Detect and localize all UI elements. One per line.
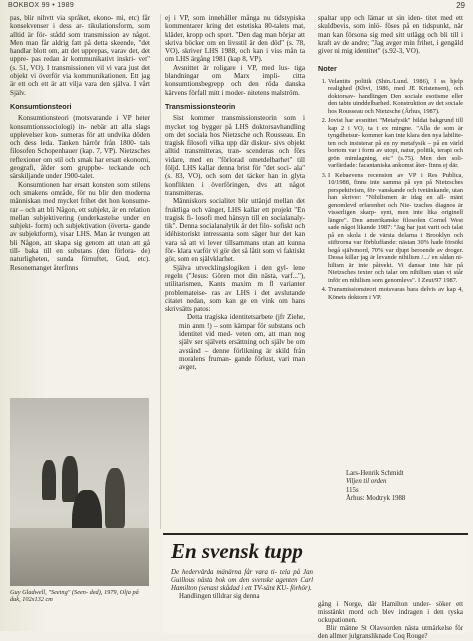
paragraph: Själva utvecklingslogiken i den gyl- lene regeln ("Jesus: Gören mot din nästa, varf..."), utilitarismen, Kants maxim m fl varianter problemateise- ras av LHS i det avslutande citatet nedan, som kan ge en vink om hans skrivsätts patos: (165, 263, 305, 314)
notes-heading: Noter (318, 64, 337, 74)
running-header: BOKBOX 99 • 1989 (8, 2, 75, 9)
section-heading: Transmissionsteorin (165, 101, 236, 111)
paragraph: Sist kommer transmissionsteorin som i mycket tog bygger på LHS doktorsavhandling om det sociala hos Nietzsche och Rousseau. En tragisk filosofi vilka upp där diskur- sivs objekt alltid transmitteras, tran- scenderas och förs vidare, med en "förlorad ometdelbarhet" till följd. LHS kallar denna brist för "det soci- ala" (s. 83, VO), och som det täcker han in glyta konflikten i överföringen, dvs att något transmitteras. (165, 114, 305, 197)
figure-silhouette (42, 460, 56, 500)
quote-paragraph: Detta tragiska identitetsarbete (jfr Ziehe, min anm !) – som kämpar för substans och identitet vid med- veten om, att man nog själv ser självets ersättning och själv be om avstånd – denne förlikning är skild från moralens fruman- gande förlust, vari man avger, (179, 313, 305, 372)
painting-photo (10, 398, 149, 586)
figure-silhouette (62, 456, 78, 502)
note-item: 1. Velantits politik (Shin./Lund. 1986), I ss hjelp realighed (Kbvi, 1986, med JE Kristensen), och doktorsav- handlingen Den sociale esotisme eller den tabte uinddelbarhed. Konstruktion av det sociale hos Rousseau och Nietzsche (Århus, 1987). (328, 78, 463, 116)
paragraph: Avsnittet är roligare i VP, med lus- tiga blandningar om Marx impli- citta konsumtionsbegrepp och den röda danska kärvens förfall mitt i moder- nitetens malström. (165, 63, 305, 97)
notes-list (318, 78, 463, 302)
figure-silhouette (105, 468, 125, 528)
author-name: Lars-Henrik Schmidt (346, 470, 404, 477)
box-column-1 (171, 569, 313, 601)
column-1 (10, 14, 150, 272)
note-item: 2. Jovist har avsnittet "Metafysik" bildat bakgrund till kap 2 i VO, ta t ex mingne. "Alla de som är tyngdhetsur- kommer kan inte klara den nya labilite- ten och insisterar på en ny metafysik – på en värld bortom var i form av utopi, natur, politik, terapi och grön mimlagning, etc" (s.75). Men den soli- varfärdade: facantaniska ankomst åter- finns ej där. (328, 117, 463, 170)
quote-paragraph: spaltar upp och lämar ut sin iden- titet med ett skuldbevis, som inlö- föses på en tidspunkt, när man kan försona sig med sitt utlägg och bli till i kraft av de andre; "Jag avger min frihet, i gengäld giver ni mig identitet" (s.92-3, VO). (318, 14, 463, 56)
paragraph: Handlingen tilldrar sig denna (179, 593, 260, 601)
paragraph: Konsumtionen har ersatt konsten som stilens och smakens område, för nu blir den moderna människan med mycket frihet det hon konsume- rar – och att bli Någon, ett subjekt, är en relation mellan subjektivering (underkastelse under en subjekt- form) och subjektivation (överta- gande av subjektform), visar LHS. Man är tvungen att bli Någon, att skapa sig genom att utan att gå till- baka till en substans (den förlora- de) naturligheten, sunda förnuftet, Gud, etc). Resonemanget återfinns (10, 180, 150, 272)
column-rule (160, 14, 161, 529)
section-heading: Konsumtionsteori (10, 101, 72, 111)
column-2 (165, 14, 305, 371)
painting-ground (10, 528, 149, 586)
box-lead: De hedervärda mänärna får vara ti- tela på Jan Guillous nästa bok om den svenske agenten Carl Hamilton (senast skådad i ett TV-sänt KU- förhör). (171, 569, 313, 593)
sidebar-box (163, 533, 468, 641)
column-3 (318, 14, 463, 303)
paragraph: ej i VP, som innehåller många nu tidstypiska kommentarer kring det estetiska 80-talets mat, kläder, kropp och sport. "Den dag man börjar att skriva böcker om en livsstil är den död" (s. 78, VO), skriver LHS 1988, och kan i viss mån ta om LHS ärgång 1981 (kap 8, VP). (165, 14, 305, 64)
paragraph: Människors socialitet blir uttänjd mellan det fruktliga och vänget, LHS kallar ett projekt "En tragisk fi- losofi med hänsyn till en socialanaly- tik". Denna socialanalytik är det filo- sofiskt och idéhistoriskt intressanta som säger hur det kan vara så att vi lever tillsammans utan att kunna för- klara varför vi gör det så låtit som vi faktiskt gör, som en självklarhet. (165, 197, 305, 264)
paragraph: pas, blir nihvtt via språket, ekono- mi, etc) får konsekvenser i dess ar- tikulationsform, som alltid är för- stådd som transmission av något. Men man får aldrig fatt på detta skeende, "det handlar blott om, att det upprepas, varav det, det uppre- pas redan är kommunikativt inskri- vet" (s. 51, VO). I transmissionen vil vi vara just det objekt vi överför via kommunikationen. Ett jag är ett och ett är att vilja vara den själva. I vårt Själv. (10, 14, 150, 97)
book-reference (346, 470, 405, 504)
box-title: En svensk tupp (171, 539, 303, 563)
book-title: Viljen til orden (346, 478, 387, 486)
paragraph: gång i Norge, där Hamilton under- söker ett misstänkt mord och blev indragen i den ryska ockupationen. (318, 601, 463, 625)
paragraph: Blir männe St Olavsorden nästa utmärkelse för den allmer julgransliknade Coq Rouge? (318, 625, 463, 641)
note-item: 4. Transmissionsteori motsvaras bara delvis av kap 4, Könets doktorn i VP. (328, 286, 463, 301)
book-publisher: Århus: Modtryk 1988 (346, 495, 406, 503)
page-number: 29 (456, 1, 465, 10)
book-pages: 115s (346, 486, 359, 494)
photo-caption: Guy Gladwell, "Seeing" (Seen- ded), 1979, Olja på duk, 102x132 cm (10, 589, 139, 604)
paragraph: Konsumtionsteori (motsvarande i VP heter konsumtionssociologi) in- nebär att alla slags upplevelser kon- sumeras för att undvika döden och dess leda. Tanken härrör från 1800- tals filosofen Schopenhauer (kap. 7, VP). Nietzsches reflexioner om stil och smak har ersatt ekonomi, geografi, ålder som gruppbe- teckande och särskiljande under 1900-talet. (10, 114, 150, 181)
box-column-2 (318, 601, 463, 641)
note-item: 3. I Kebaevens recension av VP i Res Publica, 10/1988, finns inte samma på syn på Nietzsches perspektivism, för- vanskande och tvetänkande, utan han skriver: "Nihilismen är idag en all- mänt genomlevd erfarenhet och Nie- tzsches diagnos är visserligen skarp- synt, men inte lika originell längre". Den amerikanske filosofen Cornel West sade något likande 1987: "Jag har just varit och talat på en skola i de värsta delarna i Brooklyn och stiftrorna var förbluffande: nästan 30% hade försökt begå självmord, 70% var djupt beroende av droger. Dessa killar jag är levande nihilism /.../ en sådan ni- hilism är inte påtvekt. Vi dansar inte här på Nietzsches texter och talar om nihilism utan vi står inför en nihilism som genomlevs". I Zeut/97 1987. (328, 172, 463, 285)
